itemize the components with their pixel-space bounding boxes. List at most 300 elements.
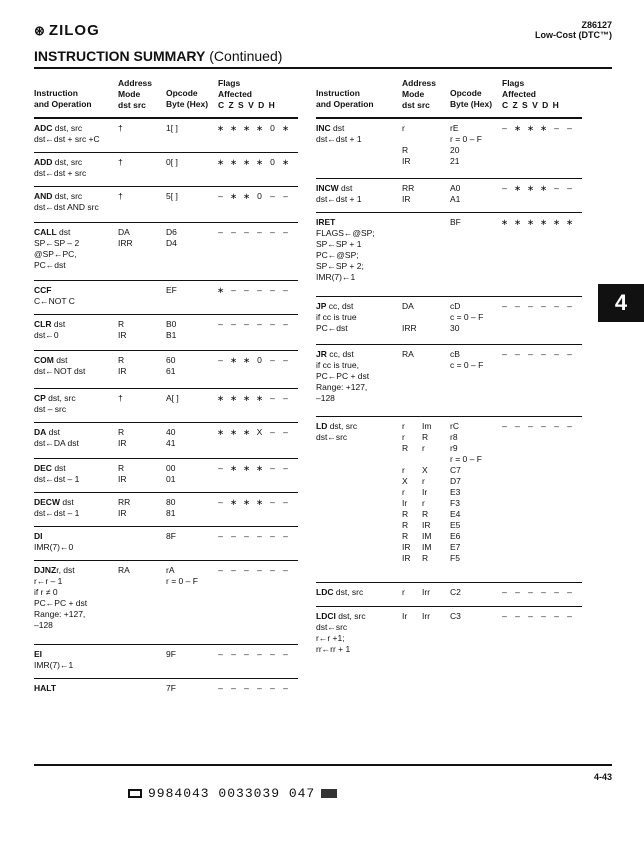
mnemonic: INC [316, 123, 331, 133]
flag-value: – [270, 285, 275, 295]
address-mode-dst: Ir [402, 611, 408, 621]
flag-value: – [218, 227, 223, 237]
flag-value: ∗ [242, 427, 251, 437]
address-mode-dst: † [118, 157, 123, 167]
flag-value: – [244, 319, 249, 329]
section-tab: 4 [598, 284, 644, 322]
address-mode-dst: IR [402, 156, 411, 166]
opcode-byte: r = 0 – F [450, 134, 482, 144]
flag-value: – [554, 183, 559, 193]
operation-line: PC←dst [34, 260, 66, 270]
operands: dst [338, 183, 353, 193]
address-mode-dst: R [402, 145, 409, 155]
flag-value: – [541, 611, 546, 621]
address-mode-dst: r [402, 421, 405, 431]
flag-value: – [257, 319, 262, 329]
address-mode-dst: IR [118, 474, 127, 484]
column-header [34, 74, 298, 118]
flags-affected [498, 217, 576, 228]
page-title [34, 48, 282, 64]
flag-value: – [244, 649, 249, 659]
flags-affected [214, 683, 292, 694]
instruction-name [34, 427, 60, 438]
flag-value: 0 [257, 355, 262, 365]
instruction-entry [34, 280, 298, 314]
operands: dst [51, 319, 66, 329]
flag-value: – [502, 123, 507, 133]
flag-value: ∗ [281, 123, 290, 133]
mnemonic: LDCI [316, 611, 336, 621]
flag-value: – [528, 421, 533, 431]
mnemonic: DA [34, 427, 47, 437]
operands: dst, src [333, 587, 364, 597]
address-mode-dst: IR [402, 553, 411, 563]
address-mode-src: Irr [422, 587, 431, 597]
mnemonic: JR [316, 349, 327, 359]
operation-line: r←r – 1 [34, 576, 63, 586]
address-mode-dst: RA [118, 565, 130, 575]
flag-value: – [554, 611, 559, 621]
right-column [316, 74, 582, 716]
mnemonic: CCF [34, 285, 52, 295]
instruction-entry [34, 314, 298, 350]
opcode-byte: 9F [166, 649, 176, 659]
operation-line: Range: +127, [316, 382, 368, 392]
instruction-name [34, 355, 68, 366]
header-instruction: Instruction and Operation [34, 88, 92, 109]
flag-value: – [554, 349, 559, 359]
operation-line: PC←PC + dst [316, 371, 370, 381]
opcode-byte: 80 [166, 497, 176, 507]
instruction-entry [34, 560, 298, 644]
flag-value: – [283, 649, 288, 659]
flag-value: – [567, 587, 572, 597]
flags-affected [498, 421, 576, 432]
flag-value: – [515, 611, 520, 621]
instruction-name [34, 393, 76, 404]
flag-value: – [231, 285, 236, 295]
opcode-byte: rC [450, 421, 459, 431]
instruction-entry [34, 458, 298, 492]
flags-affected [498, 611, 576, 622]
operation-line: PC←dst [316, 323, 348, 333]
opcode-byte: D7 [450, 476, 461, 486]
operation-line: –128 [34, 620, 53, 630]
logo-text: ZILOG [48, 22, 100, 39]
flag-value: ∗ [242, 497, 251, 507]
flags-affected [498, 349, 576, 360]
address-mode-dst: IR [118, 508, 127, 518]
flag-value: ∗ [565, 217, 574, 227]
instruction-name [34, 191, 82, 202]
instruction-entry [34, 222, 298, 280]
flag-value: – [270, 531, 275, 541]
operation-line: dst←src [316, 622, 348, 632]
instruction-name [34, 123, 82, 134]
address-mode-src: R [422, 553, 429, 563]
instruction-name [34, 227, 70, 238]
address-mode-src: r [422, 498, 425, 508]
flag-value: 0 [257, 191, 262, 201]
flag-value: – [554, 123, 559, 133]
flag-value: ∗ [229, 497, 238, 507]
operands: dst [46, 427, 60, 437]
flag-value: – [528, 587, 533, 597]
operation-line: if cc is true [316, 312, 357, 322]
opcode-byte: 8F [166, 531, 176, 541]
flag-value: – [567, 123, 572, 133]
opcode-byte: 21 [450, 156, 460, 166]
opcode-byte: rE [450, 123, 459, 133]
mnemonic: DJNZ [34, 565, 57, 575]
operands: dst [330, 123, 345, 133]
flag-value: – [218, 497, 223, 507]
page-number: 4-43 [593, 772, 612, 782]
flag-value: – [541, 301, 546, 311]
flag-value: – [231, 683, 236, 693]
flag-value: – [283, 191, 288, 201]
flag-value: – [244, 531, 249, 541]
flag-value: – [502, 183, 507, 193]
flag-value: – [541, 349, 546, 359]
flags-affected [214, 531, 292, 542]
operation-line: @SP←PC, [34, 249, 77, 259]
instruction-entry [316, 344, 582, 416]
flag-value: – [283, 393, 288, 403]
address-mode-dst: R [402, 509, 409, 519]
flag-value: ∗ [229, 123, 238, 133]
operands: cc, dst [326, 301, 354, 311]
flag-value: – [528, 301, 533, 311]
flag-value: 0 [270, 157, 275, 167]
instruction-name [34, 565, 75, 576]
operation-line: dst←0 [34, 330, 59, 340]
opcode-byte: rA [166, 565, 175, 575]
operands: dst, src [52, 157, 83, 167]
flag-value: ∗ [526, 217, 535, 227]
operation-line: SP←SP – 2 [34, 238, 80, 248]
flags-affected [498, 183, 576, 194]
flag-value: – [231, 649, 236, 659]
flag-value: – [515, 421, 520, 431]
opcode-byte: E3 [450, 487, 461, 497]
address-mode-dst: Ir [402, 498, 408, 508]
header-address: Address Mode dst src [118, 78, 153, 110]
flag-value: – [528, 611, 533, 621]
flag-value: – [283, 319, 288, 329]
flag-value: – [502, 421, 507, 431]
flag-value: ∗ [255, 393, 264, 403]
address-mode-src: IR [422, 520, 431, 530]
opcode-byte: 7F [166, 683, 176, 693]
flag-value: – [257, 649, 262, 659]
operation-line: dst←DA dst [34, 438, 79, 448]
model-label [535, 20, 612, 40]
flag-value: ∗ [526, 183, 535, 193]
flag-value: – [257, 565, 262, 575]
flag-value: – [270, 393, 275, 403]
flag-value: – [515, 587, 520, 597]
operation-line: PC←@SP; [316, 250, 359, 260]
operands: dst [51, 463, 66, 473]
instruction-entry [316, 416, 582, 582]
mnemonic: AND [34, 191, 53, 201]
address-mode-dst: RR [402, 183, 415, 193]
flag-value: – [515, 349, 520, 359]
flag-value: ∗ [513, 183, 522, 193]
address-mode-dst: r [402, 487, 405, 497]
flags-affected [214, 191, 292, 202]
flag-value: – [231, 227, 236, 237]
flag-value: – [244, 285, 249, 295]
operation-line: dst←dst + 1 [316, 194, 362, 204]
flag-value: – [502, 611, 507, 621]
flag-value: – [283, 565, 288, 575]
opcode-byte: cD [450, 301, 461, 311]
address-mode-dst: † [118, 191, 123, 201]
flag-value: ∗ [242, 393, 251, 403]
operation-line: SP←SP + 2; [316, 261, 364, 271]
opcode-byte: 40 [166, 427, 176, 437]
barcode-start-icon [128, 789, 142, 798]
address-mode-src: R [422, 509, 429, 519]
column-header [316, 74, 582, 118]
header-instruction: Instruction and Operation [316, 88, 374, 109]
header-opcode: Opcode Byte (Hex) [166, 88, 209, 109]
flags-affected [214, 227, 292, 238]
flag-value: – [515, 301, 520, 311]
opcode-byte: r9 [450, 443, 458, 453]
flag-value: – [283, 463, 288, 473]
instruction-name [316, 611, 366, 622]
operation-line: IMR(7)←1 [316, 272, 356, 282]
flag-value: – [218, 565, 223, 575]
flag-value: ∗ [229, 393, 238, 403]
flag-value: ∗ [216, 285, 225, 295]
flags-affected [214, 463, 292, 474]
opcode-byte: C7 [450, 465, 461, 475]
instruction-entry [34, 350, 298, 388]
flag-value: – [270, 649, 275, 659]
address-mode-dst: R [118, 355, 125, 365]
flag-value: ∗ [242, 463, 251, 473]
address-mode-dst: IR [118, 366, 127, 376]
opcode-byte: r = 0 – F [166, 576, 198, 586]
opcode-byte: E5 [450, 520, 461, 530]
flag-value: – [567, 183, 572, 193]
flag-value: – [270, 427, 275, 437]
flag-value: ∗ [229, 191, 238, 201]
address-mode-dst: IR [118, 330, 127, 340]
operation-line: PC←PC + dst [34, 598, 88, 608]
address-mode-dst: IR [402, 194, 411, 204]
flag-value: – [218, 355, 223, 365]
header-flags: Flags Affected C Z S V D H [218, 78, 276, 110]
instruction-name [34, 683, 56, 694]
flag-value: – [218, 319, 223, 329]
mnemonic: DI [34, 531, 43, 541]
instruction-entry [316, 118, 582, 178]
flag-value: ∗ [216, 393, 225, 403]
instruction-name [316, 301, 353, 312]
flag-value: – [218, 463, 223, 473]
operation-line: dst←dst + 1 [316, 134, 362, 144]
address-mode-dst: R [402, 520, 409, 530]
flags-affected [214, 427, 292, 438]
flag-value: – [244, 565, 249, 575]
opcode-byte: 60 [166, 355, 176, 365]
operation-line: dst←dst + src [34, 168, 87, 178]
address-mode-dst: IR [402, 542, 411, 552]
flag-value: ∗ [255, 463, 264, 473]
flag-value: ∗ [255, 497, 264, 507]
instruction-entry [34, 118, 298, 152]
opcode-byte: 81 [166, 508, 176, 518]
flags-affected [498, 587, 576, 598]
opcode-byte: 41 [166, 438, 176, 448]
mnemonic: DECW [34, 497, 60, 507]
operation-line: dst←src [316, 432, 348, 442]
left-column [34, 74, 298, 708]
flag-value: – [541, 421, 546, 431]
instruction-name [316, 587, 363, 598]
flag-value: – [270, 319, 275, 329]
flag-value: – [567, 349, 572, 359]
operation-line: FLAGS←@SP; [316, 228, 375, 238]
flags-affected [214, 285, 292, 296]
barcode-text: 9984043 0033039 047 [148, 786, 316, 801]
flag-value: – [218, 683, 223, 693]
flag-value: – [270, 227, 275, 237]
opcode-byte: E6 [450, 531, 461, 541]
operation-line: –128 [316, 393, 335, 403]
operation-line: Range: +127, [34, 609, 86, 619]
address-mode-dst: r [402, 465, 405, 475]
flag-value: – [218, 531, 223, 541]
operation-line: if r ≠ 0 [34, 587, 58, 597]
address-mode-dst: IR [118, 438, 127, 448]
address-mode-dst: R [118, 427, 125, 437]
address-mode-src: r [422, 476, 425, 486]
instruction-name [316, 183, 352, 194]
flag-value: – [283, 497, 288, 507]
flag-value: ∗ [242, 191, 251, 201]
operation-line: dst←dst + src +C [34, 134, 100, 144]
instruction-name [34, 497, 74, 508]
instruction-name [316, 123, 344, 134]
operation-line: if cc is true, [316, 360, 359, 370]
flag-value: – [257, 683, 262, 693]
address-mode-dst: † [118, 393, 123, 403]
flag-value: ∗ [539, 183, 548, 193]
operands: dst [53, 355, 68, 365]
flag-value: – [502, 349, 507, 359]
flag-value: ∗ [513, 217, 522, 227]
address-mode-dst: RR [118, 497, 131, 507]
address-mode-dst: X [402, 476, 408, 486]
flag-value: – [502, 301, 507, 311]
mnemonic: EI [34, 649, 43, 659]
operands: dst, src [52, 123, 83, 133]
operation-line: dst←dst AND src [34, 202, 99, 212]
instruction-entry [34, 492, 298, 526]
header-address: Address Mode dst src [402, 78, 437, 110]
operands: dst, src [335, 611, 366, 621]
flag-value: – [270, 565, 275, 575]
flags-affected [214, 355, 292, 366]
address-mode-dst: r [402, 123, 405, 133]
mnemonic: DEC [34, 463, 52, 473]
opcode-byte: 5[ ] [166, 191, 178, 201]
flag-value: ∗ [216, 123, 225, 133]
header-opcode: Opcode Byte (Hex) [450, 88, 493, 109]
operation-line: C←NOT C [34, 296, 75, 306]
instruction-entry [34, 526, 298, 560]
opcode-byte: C2 [450, 587, 461, 597]
opcode-byte: 61 [166, 366, 176, 376]
address-mode-dst: DA [118, 227, 130, 237]
address-mode-dst: R [402, 443, 409, 453]
address-mode-dst: R [118, 319, 125, 329]
opcode-byte: A0 [450, 183, 461, 193]
address-mode-src: Irr [422, 611, 431, 621]
operation-line: IMR(7)←1 [34, 660, 74, 670]
header-flags: Flags Affected C Z S V D H [502, 78, 560, 110]
opcode-byte: B0 [166, 319, 177, 329]
address-mode-src: X [422, 465, 428, 475]
flag-value: – [283, 355, 288, 365]
mnemonic: CALL [34, 227, 57, 237]
address-mode-dst: R [402, 531, 409, 541]
flag-value: – [502, 587, 507, 597]
flag-value: 0 [270, 123, 275, 133]
flag-value: – [244, 683, 249, 693]
operation-line: IMR(7)←0 [34, 542, 74, 552]
title-bold: INSTRUCTION SUMMARY [34, 48, 206, 64]
operation-line: dst←NOT dst [34, 366, 86, 376]
flag-value: – [231, 531, 236, 541]
address-mode-src: Im [422, 421, 432, 431]
operation-line: dst←dst – 1 [34, 474, 80, 484]
flag-value: ∗ [255, 157, 264, 167]
flag-value: ∗ [281, 157, 290, 167]
flag-value: ∗ [255, 123, 264, 133]
mnemonic: COM [34, 355, 54, 365]
opcode-byte: cB [450, 349, 460, 359]
flag-value: ∗ [526, 123, 535, 133]
flag-value: – [231, 565, 236, 575]
flags-affected [214, 565, 292, 576]
opcode-byte: F3 [450, 498, 460, 508]
mnemonic: CLR [34, 319, 52, 329]
flag-value: ∗ [513, 123, 522, 133]
operands: r, dst [56, 565, 75, 575]
flag-value: ∗ [216, 427, 225, 437]
flag-value: – [270, 497, 275, 507]
instruction-entry [34, 678, 298, 708]
instruction-name [34, 157, 82, 168]
mnemonic: ADD [34, 157, 53, 167]
operands: dst, src [327, 421, 358, 431]
flag-value: – [270, 683, 275, 693]
opcode-byte: c = 0 – F [450, 360, 484, 370]
operands: dst, src [45, 393, 76, 403]
opcode-byte: A1 [450, 194, 461, 204]
operands: dst, src [52, 191, 83, 201]
instruction-name [316, 217, 335, 228]
flags-affected [498, 301, 576, 312]
flags-affected [214, 649, 292, 660]
